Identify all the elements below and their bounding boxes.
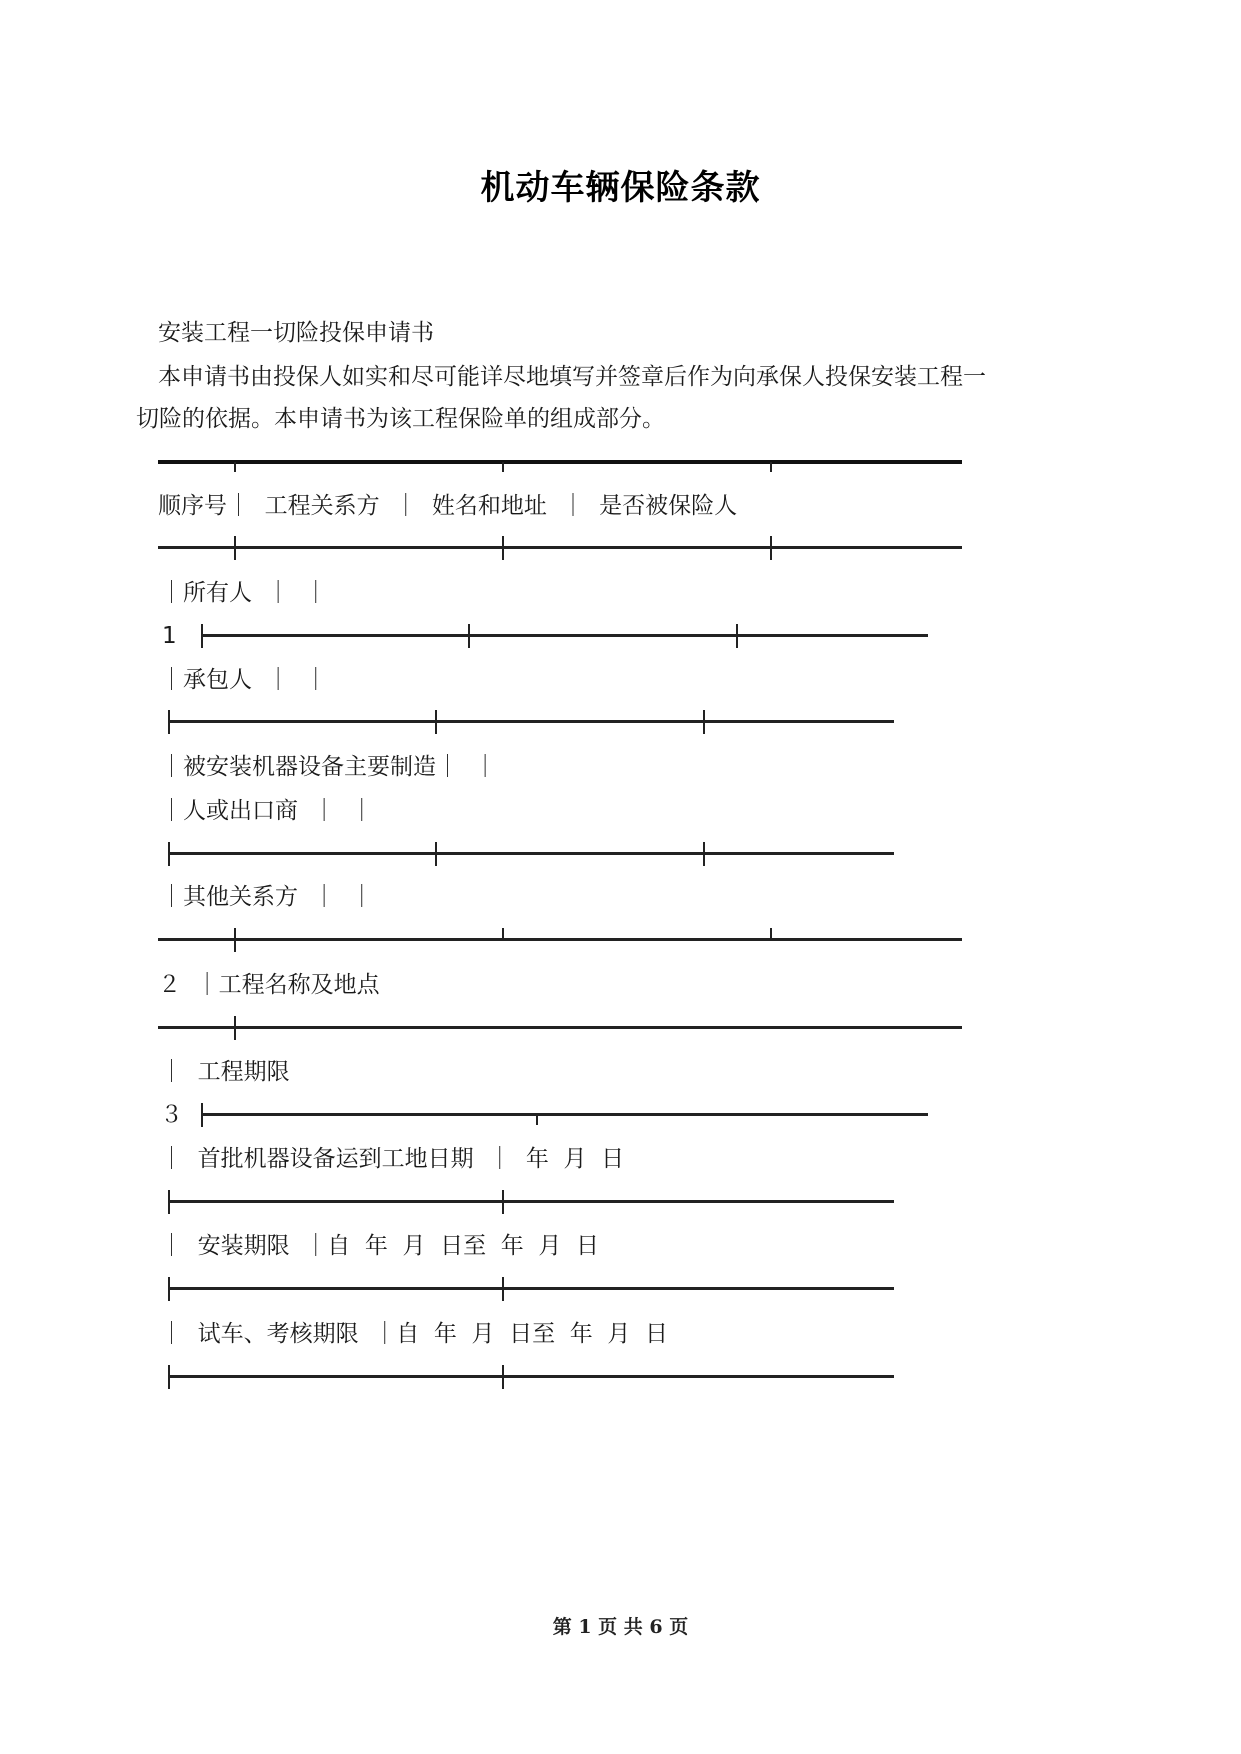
intro-paragraph-line-2: 切险的依据。本申请书为该工程保险单的组成部分。 — [136, 406, 665, 432]
column-divider — [168, 710, 170, 734]
row-owner: ｜所有人 ｜ ｜ — [160, 580, 328, 606]
column-divider — [770, 462, 772, 472]
column-divider — [168, 842, 170, 866]
table-top-border — [158, 460, 962, 464]
row-manufacturer-line-2: ｜人或出口商 ｜ ｜ — [160, 798, 374, 824]
form-subtitle: 安装工程一切险投保申请书 — [158, 320, 434, 346]
column-divider — [703, 710, 705, 734]
item-number-3: ３ — [160, 1102, 183, 1128]
row-project-name-location: ２ ｜工程名称及地点 — [158, 972, 380, 998]
row-test-run-period: ｜ 试车、考核期限 ｜自 年 月 日至 年 月 日 — [160, 1321, 668, 1347]
item-number-1: 1 — [162, 623, 177, 649]
column-divider — [234, 1016, 236, 1040]
document-title: 机动车辆保险条款 — [480, 168, 761, 208]
table-row-border — [202, 1113, 928, 1116]
row-other-parties: ｜其他关系方 ｜ ｜ — [160, 884, 374, 910]
column-divider — [502, 1277, 504, 1301]
column-divider — [703, 842, 705, 866]
table-row-border — [158, 1026, 962, 1029]
row-project-period-label: ｜ 工程期限 — [160, 1059, 290, 1085]
table-header-row: 顺序号｜ 工程关系方 ｜ 姓名和地址 ｜ 是否被保险人 — [158, 493, 738, 519]
column-divider — [502, 462, 504, 472]
column-divider — [201, 624, 203, 648]
row-installation-period: ｜ 安装期限 ｜自 年 月 日至 年 月 日 — [160, 1233, 599, 1259]
column-divider — [502, 536, 504, 560]
column-divider — [168, 1277, 170, 1301]
column-divider — [168, 1190, 170, 1214]
column-divider — [435, 710, 437, 734]
page-number: 第 1 页 共 6 页 — [552, 1616, 689, 1638]
column-divider — [201, 1103, 203, 1127]
row-contractor: ｜承包人 ｜ ｜ — [160, 667, 328, 693]
column-divider — [536, 1113, 538, 1125]
table-row-border — [168, 1200, 894, 1203]
table-row-border — [168, 852, 894, 855]
column-divider — [234, 928, 236, 952]
column-divider — [468, 624, 470, 648]
column-divider — [234, 536, 236, 560]
column-divider — [168, 1365, 170, 1389]
row-first-delivery-date: ｜ 首批机器设备运到工地日期 ｜ 年 月 日 — [160, 1146, 625, 1172]
table-row-border — [158, 938, 962, 941]
column-divider — [736, 624, 738, 648]
table-row-border — [202, 634, 928, 637]
row-manufacturer-line-1: ｜被安装机器设备主要制造｜ ｜ — [160, 754, 497, 780]
table-row-border — [158, 546, 962, 549]
column-divider — [502, 928, 504, 940]
table-row-border — [168, 720, 894, 723]
column-divider — [770, 536, 772, 560]
column-divider — [234, 462, 236, 472]
table-row-border — [168, 1375, 894, 1378]
column-divider — [435, 842, 437, 866]
column-divider — [502, 1190, 504, 1214]
column-divider — [502, 1365, 504, 1389]
table-row-border — [168, 1287, 894, 1290]
intro-paragraph-line-1: 本申请书由投保人如实和尽可能详尽地填写并签章后作为向承保人投保安装工程一 — [158, 364, 986, 390]
column-divider — [770, 928, 772, 940]
